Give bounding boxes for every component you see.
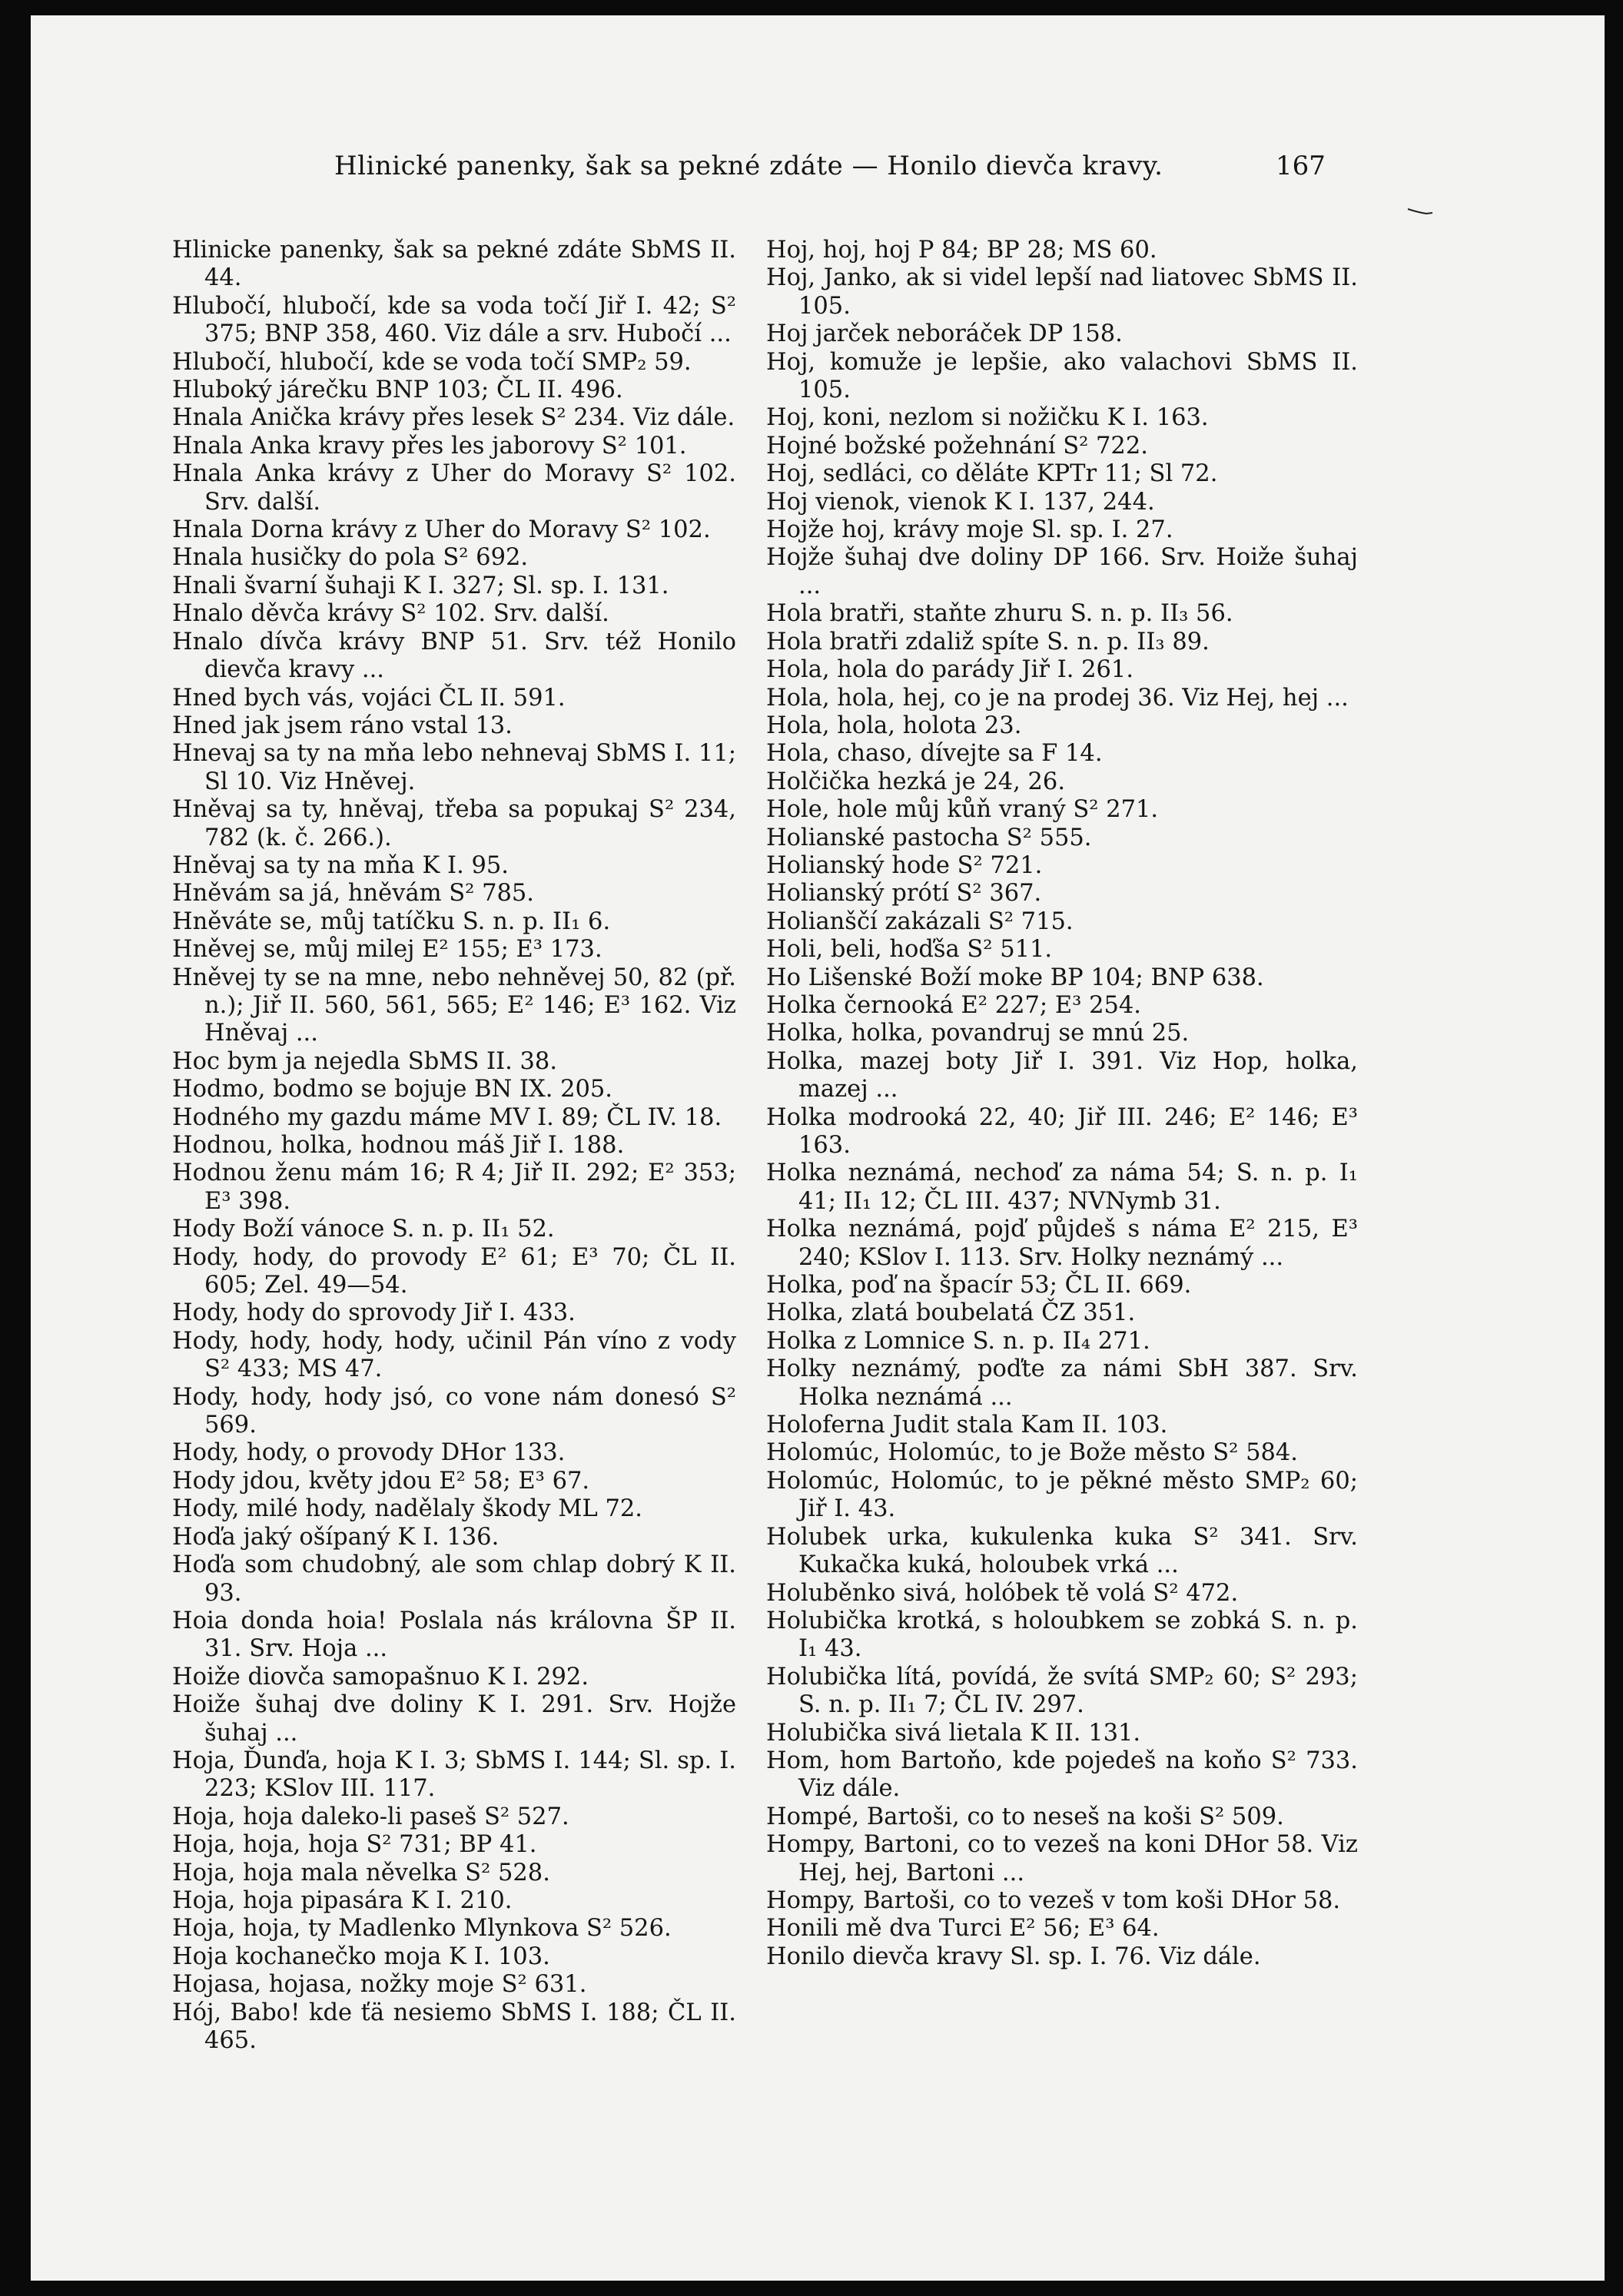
index-entry: Holubek urka, kukulenka kuka S² 341. Srv. Kukačka kuká, holoubek vrká ... (766, 1523, 1358, 1579)
index-entry: Holianščí zakázali S² 715. (766, 907, 1074, 935)
index-entry: Hoc bym ja nejedla SbMS II. 38. (172, 1047, 558, 1075)
index-entry: Hoj, koni, nezlom si nožičku K I. 163. (766, 404, 1209, 432)
index-entry: Hompy, Bartoni, co to vezeš na koni DHor 58. Viz Hej, hej, Bartoni ... (766, 1831, 1358, 1886)
index-entry: Hned bych vás, vojáci ČL II. 591. (172, 684, 566, 712)
index-entry: Holka, zlatá boubelatá ČZ 351. (766, 1299, 1136, 1327)
index-entry: Hněváte se, můj tatíčku S. n. p. II₁ 6. (172, 907, 611, 935)
book-page (31, 15, 1605, 2281)
running-header (31, 151, 1605, 189)
index-entry: Hody, milé hody, nadělaly škody ML 72. (172, 1495, 642, 1523)
index-entry: Hoj jarček neboráček DP 158. (766, 320, 1123, 348)
index-entry: Holka, poď na špacír 53; ČL II. 669. (766, 1272, 1192, 1299)
index-entry: Hojné božské požehnání S² 722. (766, 432, 1148, 460)
index-entry: Holianské pastocha S² 555. (766, 824, 1092, 851)
index-entry: Hoiže diovča samopašnuo K I. 292. (172, 1663, 589, 1690)
index-entry: Hnalo děvča krávy S² 102. Srv. další. (172, 600, 609, 628)
index-entry: Hompé, Bartoši, co to neseš na koši S² 509. (766, 1803, 1284, 1830)
index-entry: Holubička lítá, povídá, že svítá SMP₂ 60; S² 293; S. n. p. II₁ 7; ČL IV. 297. (766, 1663, 1358, 1719)
index-entry: Hnala Anička krávy přes lesek S² 234. Viz dále. (172, 404, 735, 432)
index-entry: Hnevaj sa ty na mňa lebo nehnevaj SbMS I. 11; Sl 10. Viz Hněvej. (172, 740, 736, 795)
index-entry: Hluboký járečku BNP 103; ČL II. 496. (172, 377, 623, 404)
index-entry: Holka neznámá, nechoď za náma 54; S. n. p. I₁ 41; II₁ 12; ČL III. 437; NVNymb 31. (766, 1160, 1358, 1215)
index-entry: Holka z Lomnice S. n. p. II₄ 271. (766, 1327, 1150, 1355)
index-entry: Hnala Anka kravy přes les jaborovy S² 101. (172, 432, 687, 460)
index-entry: Hompy, Bartoši, co to vezeš v tom koši DHor 58. (766, 1886, 1341, 1914)
index-entry: Holuběnko sivá, holóbek tě volá S² 472. (766, 1579, 1239, 1607)
index-entry: Hola bratři zdaliž spíte S. n. p. II₃ 89. (766, 628, 1210, 655)
index-entry: Hodmo, bodmo se bojuje BN IX. 205. (172, 1076, 612, 1103)
index-column-left (172, 237, 736, 2055)
index-entry: Hnala husičky do pola S² 692. (172, 544, 529, 572)
index-entry: Hněvej se, můj milej E² 155; E³ 173. (172, 936, 602, 964)
index-entry: Hom, hom Bartoňo, kde pojedeš na koňo S² 733. Viz dále. (766, 1747, 1358, 1803)
index-entry: Holi, beli, hoďša S² 511. (766, 936, 1053, 964)
ink-mark (1406, 206, 1437, 217)
index-entry: Hody, hody, o provody DHor 133. (172, 1439, 566, 1467)
index-entry: Holomúc, Holomúc, to je pěkné město SMP₂ 60; Jiř I. 43. (766, 1467, 1358, 1523)
index-entry: Holka, mazej boty Jiř I. 391. Viz Hop, holka, mazej ... (766, 1047, 1358, 1103)
index-entry: Hoja, hoja, ty Madlenko Mlynkova S² 526. (172, 1915, 672, 1943)
index-entry: Hnala Dorna krávy z Uher do Moravy S² 102. (172, 516, 711, 544)
index-entry: Hoj, hoj, hoj P 84; BP 28; MS 60. (766, 237, 1157, 264)
index-entry: Hola, chaso, dívejte sa F 14. (766, 740, 1103, 768)
index-entry: Hola bratři, staňte zhuru S. n. p. II₃ 56. (766, 600, 1233, 628)
index-entry: Hoia donda hoia! Poslala nás královna ŠP II. 31. Srv. Hoja ... (172, 1607, 736, 1663)
index-entry: Hoja, Ďunďa, hoja K I. 3; SbMS I. 144; Sl. sp. I. 223; KSlov III. 117. (172, 1747, 736, 1803)
index-entry: Hoďa som chudobný, ale som chlap dobrý K II. 93. (172, 1551, 736, 1607)
index-entry: Holoferna Judit stala Kam II. 103. (766, 1412, 1168, 1439)
header-title: Hlinické panenky, šak sa pekné zdáte — Honilo dievča kravy. (334, 151, 1163, 181)
index-entry: Hněvaj sa ty na mňa K I. 95. (172, 851, 509, 879)
index-entry: Honili mě dva Turci E² 56; E³ 64. (766, 1915, 1160, 1943)
index-entry: Hoja, hoja pipasára K I. 210. (172, 1886, 513, 1914)
index-entry: Hodného my gazdu máme MV I. 89; ČL IV. 18. (172, 1103, 722, 1131)
index-entry: Hlubočí, hlubočí, kde se voda točí SMP₂ 59. (172, 348, 692, 376)
index-entry: Holky neznámý, poďte za námi SbH 387. Srv. Holka neznámá ... (766, 1355, 1358, 1411)
index-entry: Hoja, hoja daleko-li paseš S² 527. (172, 1803, 569, 1830)
index-entry: Holčička hezká je 24, 26. (766, 768, 1066, 795)
index-entry: Hola, hola, holota 23. (766, 712, 1022, 739)
index-entry: Hola, hola do parády Jiř I. 261. (766, 656, 1134, 684)
index-entry: Honilo dievča kravy Sl. sp. I. 76. Viz dále. (766, 1943, 1261, 1970)
index-entry: Hody, hody, hody, hody, učinil Pán víno z vody S² 433; MS 47. (172, 1327, 736, 1383)
index-entry: Hoj, komuže je lepšie, ako valachovi SbMS II. 105. (766, 348, 1358, 404)
index-entry: Hody Boží vánoce S. n. p. II₁ 52. (172, 1216, 555, 1243)
index-entry: Holka modrooká 22, 40; Jiř III. 246; E² 146; E³ 163. (766, 1103, 1358, 1159)
index-entry: Hody jdou, květy jdou E² 58; E³ 67. (172, 1467, 590, 1495)
index-entry: Hoja, hoja, hoja S² 731; BP 41. (172, 1831, 537, 1859)
index-entry: Ho Lišenské Boží moke BP 104; BNP 638. (766, 964, 1264, 991)
index-entry: Hody, hody, do provody E² 61; E³ 70; ČL II. 605; Zel. 49—54. (172, 1243, 736, 1299)
index-entry: Hoj vienok, vienok K I. 137, 244. (766, 488, 1155, 516)
index-entry: Holka neznámá, pojď půjdeš s náma E² 215, E³ 240; KSlov I. 113. Srv. Holky neznámý ... (766, 1216, 1358, 1271)
index-entry: Hola, hola, hej, co je na prodej 36. Viz Hej, hej ... (766, 684, 1349, 712)
index-entry: Holubička sivá lietala K II. 131. (766, 1719, 1141, 1747)
index-entry: Hojže hoj, krávy moje Sl. sp. I. 27. (766, 516, 1173, 544)
index-column-right (766, 237, 1358, 1971)
index-entry: Holubička krotká, s holoubkem se zobká S. n. p. I₁ 43. (766, 1607, 1358, 1663)
index-entry: Holianský prótí S² 367. (766, 880, 1042, 907)
index-entry: Hodnou, holka, hodnou máš Jiř I. 188. (172, 1132, 625, 1159)
index-entry: Hnalo dívča krávy BNP 51. Srv. též Honilo dievča kravy ... (172, 628, 736, 684)
index-entry: Holianský hode S² 721. (766, 851, 1043, 879)
index-entry: Hoiže šuhaj dve doliny K I. 291. Srv. Hojže šuhaj ... (172, 1691, 736, 1747)
index-entry: Hnali švarní šuhaji K I. 327; Sl. sp. I. 131. (172, 572, 669, 599)
index-entry: Hole, hole můj kůň vraný S² 271. (766, 796, 1159, 824)
index-entry: Holka, holka, povandruj se mnú 25. (766, 1020, 1190, 1047)
index-entry: Hoja, hoja mala něvelka S² 528. (172, 1859, 550, 1886)
index-entry: Hlinicke panenky, šak sa pekné zdáte SbMS II. 44. (172, 237, 736, 292)
index-entry: Hlubočí, hlubočí, kde sa voda točí Jiř I. 42; S² 375; BNP 358, 460. Viz dále a srv. Hubočí ... (172, 292, 736, 348)
index-entry: Hodnou ženu mám 16; R 4; Jiř II. 292; E² 353; E³ 398. (172, 1160, 736, 1215)
index-entry: Hoďa jaký ošípaný K I. 136. (172, 1523, 500, 1551)
index-entry: Hoja kochanečko moja K I. 103. (172, 1943, 550, 1970)
index-entry: Hody, hody do sprovody Jiř I. 433. (172, 1299, 576, 1327)
index-entry: Holka černooká E² 227; E³ 254. (766, 991, 1141, 1019)
index-entry: Hody, hody, hody jsó, co vone nám donesó S² 569. (172, 1383, 736, 1439)
index-entry: Hněvej ty se na mne, nebo nehněvej 50, 82 (př. n.); Jiř II. 560, 561, 565; E² 146; E³ 162. Viz Hněvaj ... (172, 964, 736, 1047)
index-entry: Hojasa, hojasa, nožky moje S² 631. (172, 1971, 587, 1999)
index-entry: Hnala Anka krávy z Uher do Moravy S² 102. Srv. další. (172, 460, 736, 516)
index-entry: Hój, Babo! kde ťä nesiemo SbMS I. 188; ČL II. 465. (172, 1999, 736, 2054)
index-entry: Hoj, Janko, ak si videl lepší nad liatovec SbMS II. 105. (766, 264, 1358, 320)
index-entry: Holomúc, Holomúc, to je Bože město S² 584. (766, 1439, 1298, 1467)
index-entry: Hoj, sedláci, co děláte KPTr 11; Sl 72. (766, 460, 1218, 488)
index-entry: Hned jak jsem ráno vstal 13. (172, 712, 513, 739)
page-number: 167 (1276, 151, 1326, 181)
index-entry: Hněvaj sa ty, hněvaj, třeba sa popukaj S² 234, 782 (k. č. 266.). (172, 796, 736, 851)
index-entry: Hojže šuhaj dve doliny DP 166. Srv. Hoiže šuhaj ... (766, 544, 1358, 599)
index-entry: Hněvám sa já, hněvám S² 785. (172, 880, 534, 907)
